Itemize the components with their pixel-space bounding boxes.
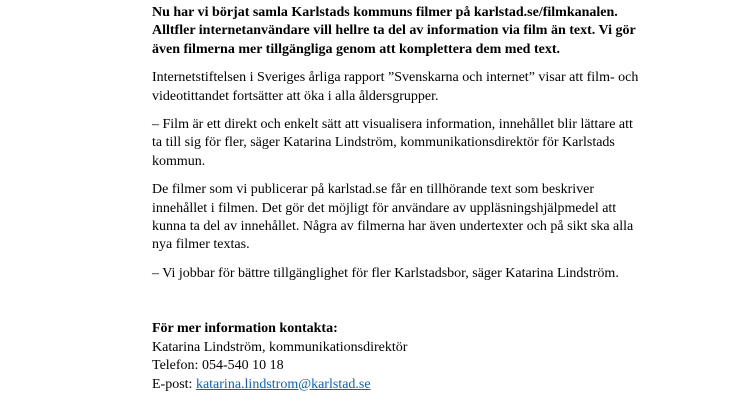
lead-paragraph: Nu har vi börjat samla Karlstads kommuns filmer på karlstad.se/filmkanalen. Alltfler internetanvändare vill hellre ta del av information via film än text. Vi gör även filmerna mer tillgängliga genom att komplettera dem med text. (152, 5, 636, 57)
contact-heading: För mer information kontakta: (152, 321, 338, 337)
contact-email-link[interactable]: katarina.lindstrom@karlstad.se (195, 376, 371, 392)
paragraph-quote-2: – Vi jobbar för bättre tillgänglighet för fler Karlstadsbor, säger Katarina Lindström. (152, 265, 619, 281)
contact-name: Katarina Lindström, kommunikationsdirektör (152, 339, 408, 355)
contact-block (152, 320, 642, 394)
contact-phone: Telefon: 054-540 10 18 (152, 358, 284, 374)
press-release-body (152, 4, 642, 394)
paragraph-accessibility: De filmer som vi publicerar på karlstad.se får en tillhörande text som beskriver innehållet i filmen. Det gör det möjligt för användare av uppläsningshjälpmedel att kunna ta del av innehållet. Några av filmerna har även undertexter och på sikt ska alla nya filmer textas. (152, 182, 634, 253)
paragraph-report: Internetstiftelsen i Sveriges årliga rapport ”Svenskarna och internet” visar att film- och videotittandet fortsätter att öka i alla åldersgrupper. (152, 70, 639, 104)
section-spacer (152, 293, 642, 320)
contact-email-line (152, 376, 642, 394)
contact-email-label: E-post: (152, 376, 196, 392)
paragraph-quote-1: – Film är ett direkt och enkelt sätt att visualisera information, innehållet blir lättare att ta till sig för fler, säger Katarina Lindström, kommunikationsdirektör för Karlstads kommun. (152, 117, 633, 169)
